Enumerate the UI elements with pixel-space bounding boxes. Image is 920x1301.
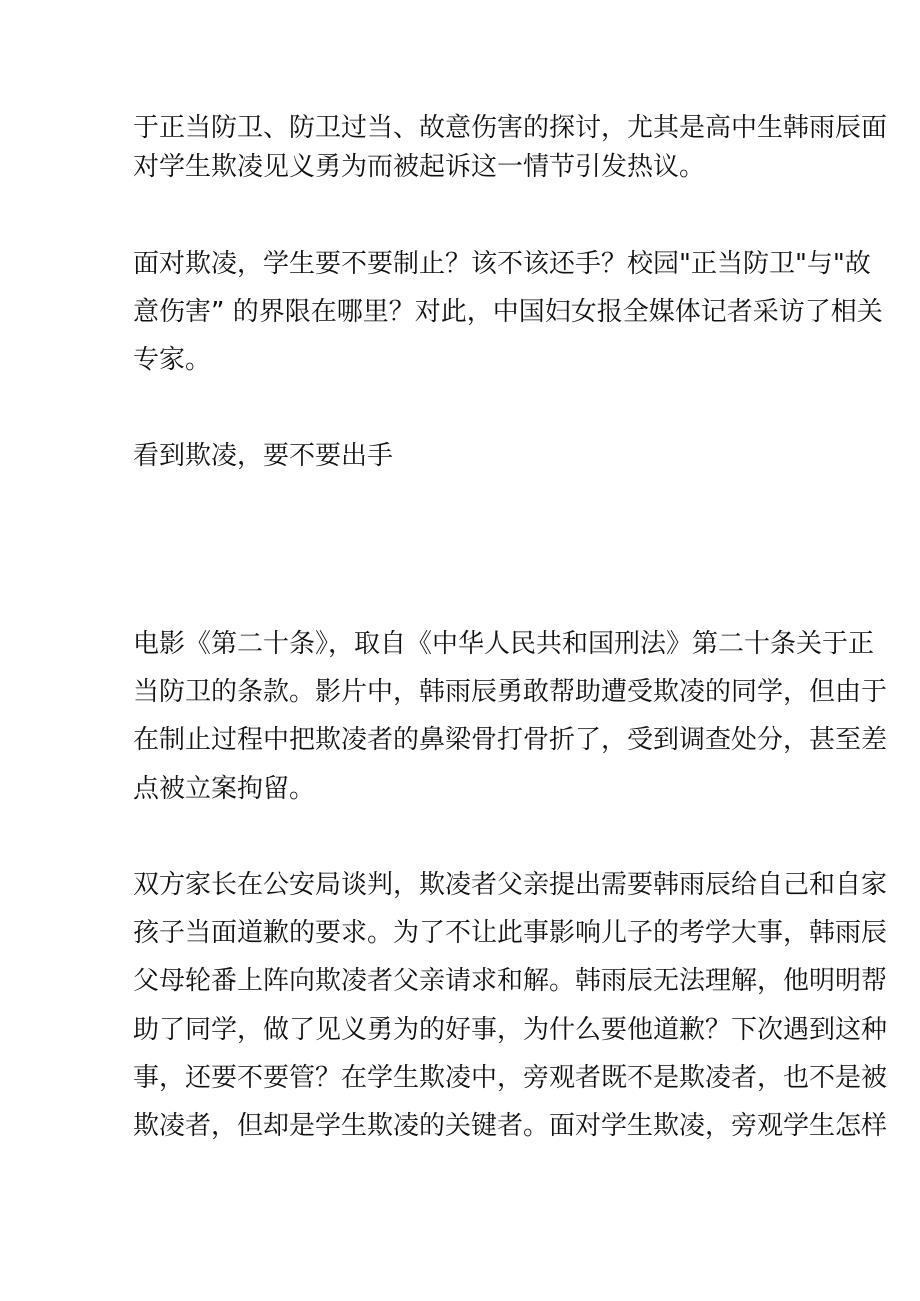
text-line: 父母轮番上阵向欺凌者父亲请求和解。韩雨辰无法理解，他明明帮 bbox=[133, 966, 888, 996]
text-line: 事，还要不要管？在学生欺凌中，旁观者既不是欺凌者，也不是被 bbox=[133, 1063, 888, 1093]
text-line: 电影《第二十条》，取自《中华人民共和国刑法》第二十条关于正 bbox=[133, 629, 875, 659]
text-line: 对学生欺凌见义勇为而被起诉这一情节引发热议。 bbox=[133, 152, 706, 182]
text-line: 助了同学，做了见义勇为的好事，为什么要他道歉？下次遇到这种 bbox=[133, 1015, 888, 1045]
text-line: 双方家长在公安局谈判，欺凌者父亲提出需要韩雨辰给自己和自家 bbox=[133, 870, 888, 900]
text-line: 于正当防卫、防卫过当、故意伤害的探讨，尤其是高中生韩雨辰面 bbox=[133, 113, 888, 143]
text-line: 意伤害” 的界限在哪里？对此，中国妇女报全媒体记者采访了相关 bbox=[133, 297, 883, 327]
text-line: 专家。 bbox=[133, 345, 212, 375]
text-line: 点被立案拘留。 bbox=[133, 774, 316, 804]
text-line: 面对欺凌，学生要不要制止？该不该还手？校园"正当防卫"与"故 bbox=[133, 249, 871, 279]
text-line: 当防卫的条款。影片中，韩雨辰勇敢帮助遭受欺凌的同学，但由于 bbox=[133, 677, 888, 707]
text-line: 在制止过程中把欺凌者的鼻梁骨打骨折了，受到调查处分，甚至差 bbox=[133, 725, 888, 755]
text-line: 欺凌者，但却是学生欺凌的关键者。面对学生欺凌，旁观学生怎样 bbox=[133, 1111, 888, 1141]
section-heading: 看到欺凌，要不要出手 bbox=[133, 441, 394, 471]
text-line: 孩子当面道歉的要求。为了不让此事影响儿子的考学大事，韩雨辰 bbox=[133, 918, 888, 948]
